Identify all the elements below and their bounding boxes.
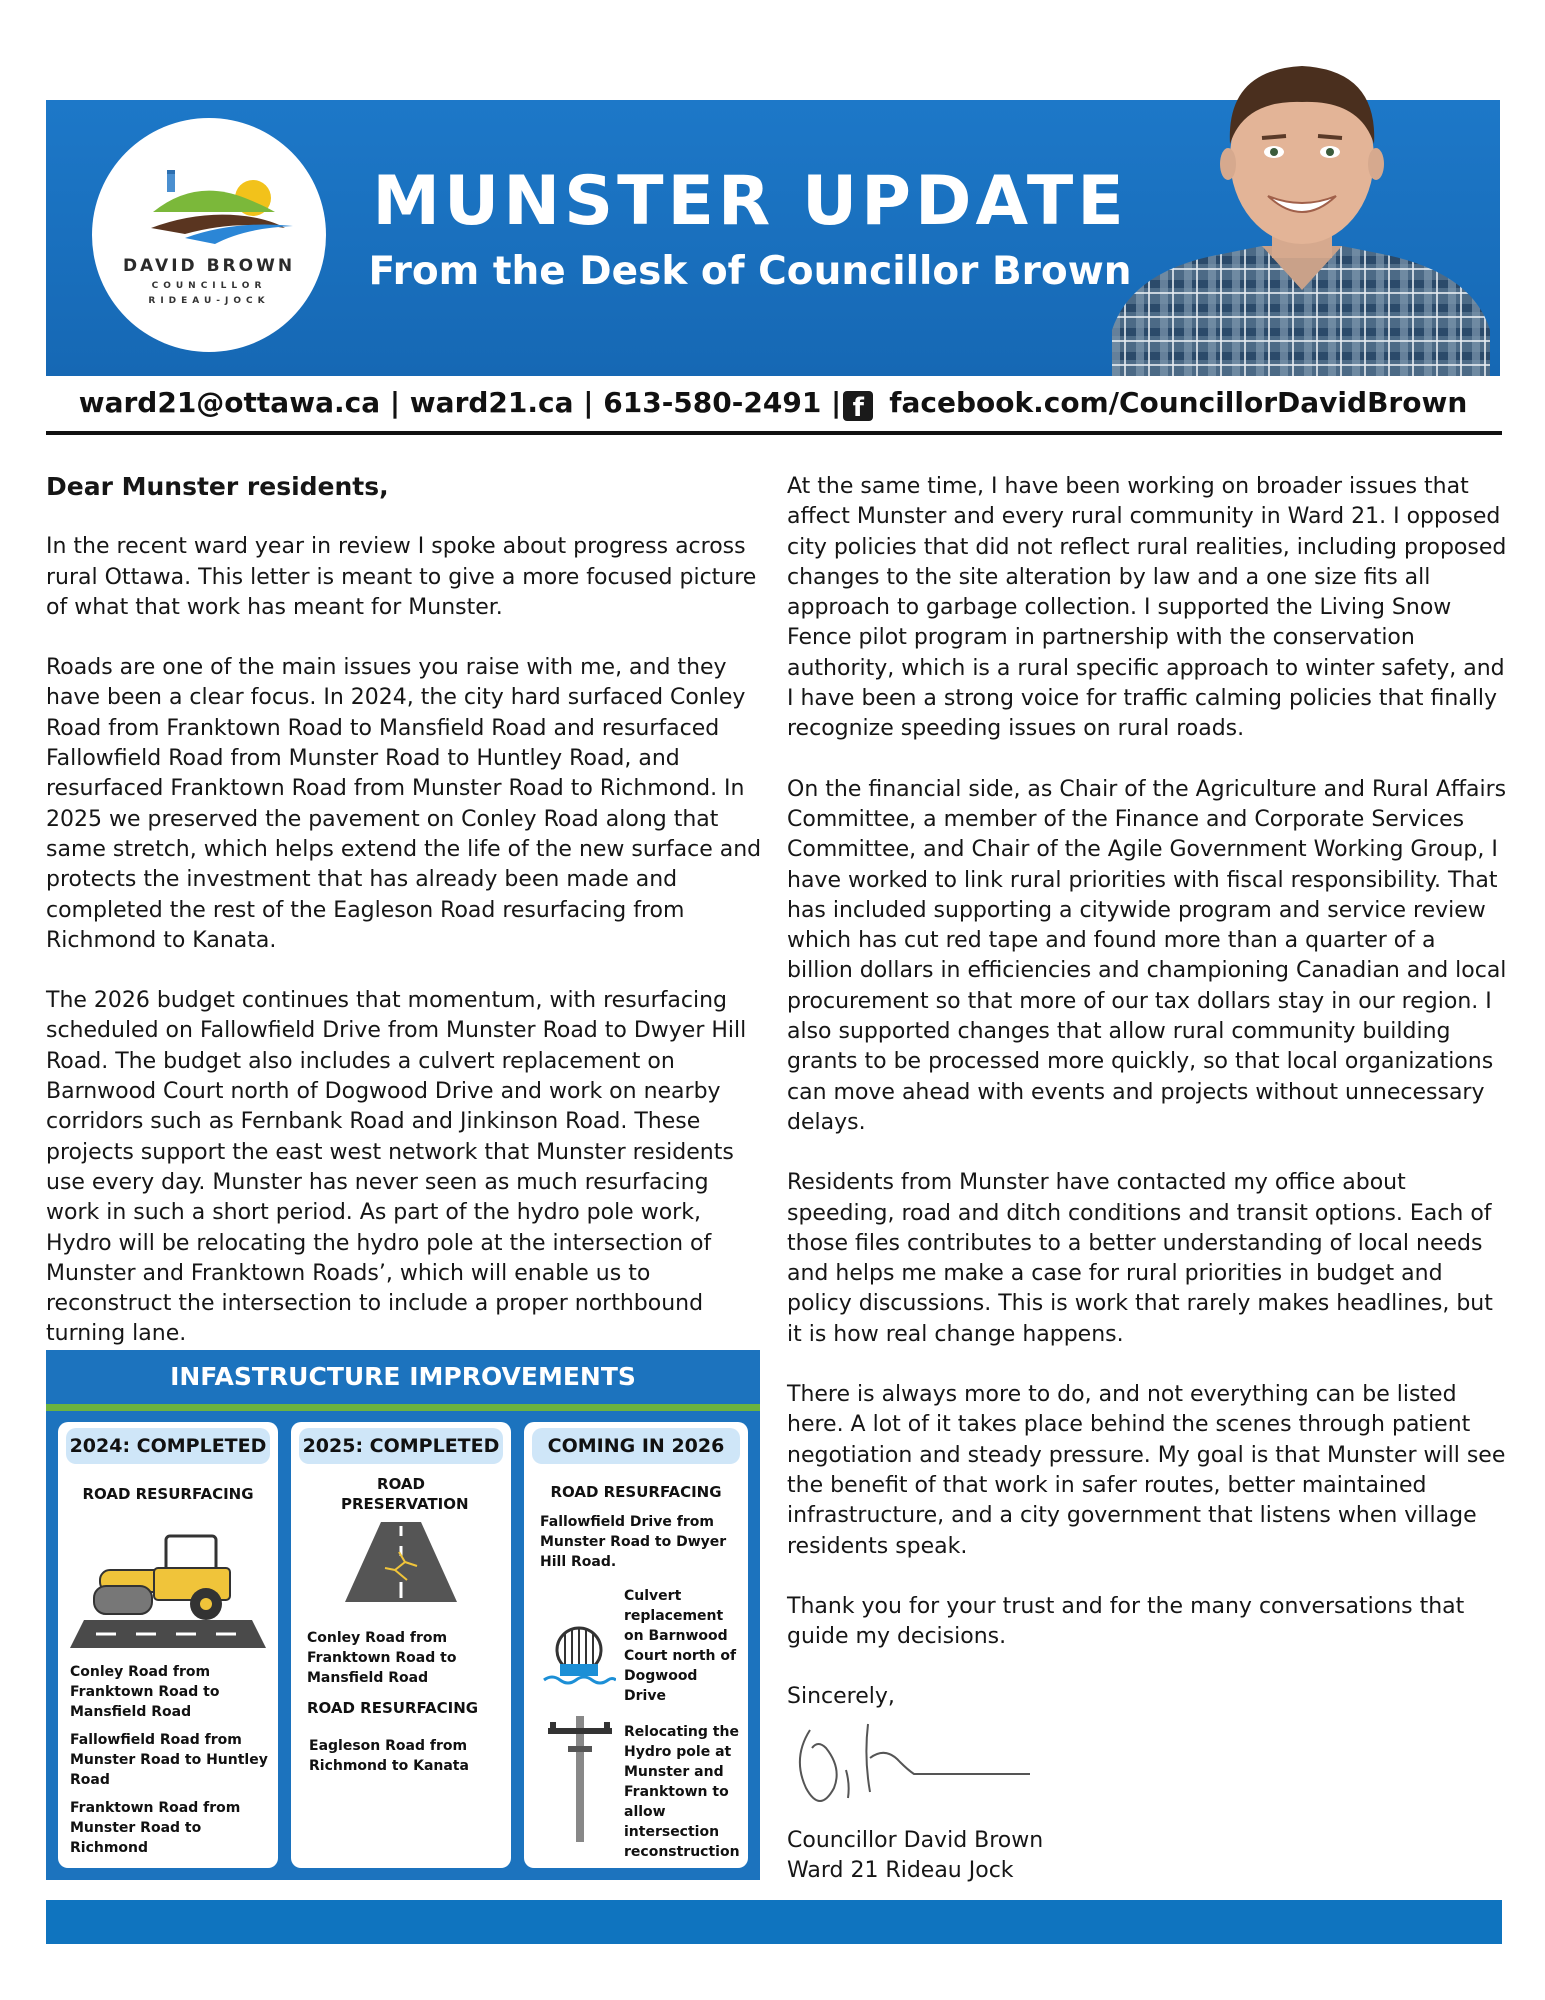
- card-2025-item: Eagleson Road from Richmond to Kanata: [309, 1738, 469, 1774]
- card-2025-item: Conley Road from Franktown Road to Mansfield Road: [307, 1630, 457, 1686]
- infrastructure-infographic: [46, 1350, 760, 1880]
- letter-paragraph: Roads are one of the main issues you raise with me, and they have been a clear focus. In 2024, the city hard surfaced Conley Road from Franktown Road to Mansfield Road and resurfaced Fallowfield Road from Munster Road to Huntley Road, and resurfaced Franktown Road from Munster Road to Richmond. In 2025 we preserved the pavement on Conley Road along that same stretch, which helps extend the life of the new surface and protects the investment that has already been made and completed the rest of the Eagleson Road resurfacing from Richmond to Kanata.: [46, 655, 762, 953]
- card-2026-subtitle: ROAD RESURFACING: [550, 1483, 722, 1501]
- card-2024-item: Franktown Road from Munster Road to Richmond: [70, 1800, 241, 1856]
- card-2025-subtitle: ROAD RESURFACING: [307, 1699, 479, 1717]
- infographic-accent-bar: [46, 1404, 760, 1411]
- card-2024-item: Fallowfield Road from Munster Road to Huntley Road: [70, 1732, 268, 1788]
- letter-right-column: [787, 472, 1507, 1743]
- logo-subtitle-2: RIDEAU-JOCK: [148, 296, 270, 306]
- letter-closing: Sincerely,: [787, 1684, 895, 1710]
- hydro-pole-icon: [548, 1716, 612, 1842]
- footer-bar: [46, 1900, 1502, 1944]
- contact-details: ward21@ottawa.ca | ward21.ca | 613-580-2491 |: [78, 386, 842, 419]
- card-2026-item: Culvert replacement on Barnwood Court north of Dogwood Drive: [624, 1588, 737, 1704]
- logo-subtitle-1: COUNCILLOR: [151, 281, 267, 291]
- letter-left-column: [46, 472, 764, 1380]
- signoff: [787, 1826, 1187, 1887]
- card-2024: [58, 1422, 278, 1868]
- road-roller-icon: [70, 1528, 266, 1652]
- facebook-icon[interactable]: f: [843, 391, 873, 421]
- card-2026-item: Relocating the Hydro pole at Munster and Franktown to allow intersection reconstruction: [624, 1724, 740, 1860]
- letter-greeting: Dear Munster residents,: [46, 472, 389, 501]
- letter-paragraph: On the financial side, as Chair of the Agriculture and Rural Affairs Committee, a member of the Finance and Corporate Services Committee, and Chair of the Agile Government Working Group, I have worked to link rural priorities with fiscal responsibility. That has included supporting a citywide program and service review which has cut red tape and found more than a quarter of a billion dollars in efficiencies and championing Canadian and local procurement so that more of our tax dollars stay in our region. I also supported changes that allow rural community building grants to be processed more quickly, so that local organizations can move ahead with events and projects without unnecessary delays.: [787, 776, 1507, 1135]
- page-subtitle: From the Desk of Councillor Brown: [368, 249, 1132, 294]
- signature: [790, 1718, 1040, 1818]
- infographic-title: INFASTRUCTURE IMPROVEMENTS: [170, 1362, 636, 1391]
- cracked-road-icon: [341, 1522, 461, 1606]
- card-2026-item: Fallowfield Drive from Munster Road to Dwyer Hill Road.: [540, 1514, 727, 1570]
- councillor-portrait: [1112, 40, 1490, 376]
- letter-paragraph: Residents from Munster have contacted my office about speeding, road and ditch conditions and transit options. Each of those files contributes to a better understanding of local needs and helps me make a case for rural priorities in budget and policy discussions. This is work that rarely makes headlines, but it is how real change happens.: [787, 1170, 1493, 1347]
- card-2026-header: COMING IN 2026: [532, 1428, 740, 1464]
- letter-paragraph: The 2026 budget continues that momentum, with resurfacing scheduled on Fallowfield Drive from Munster Road to Dwyer Hill Road. The budget also includes a culvert replacement on Barnwood Court north of Dogwood Drive and work on nearby corridors such as Fernbank Road and Jinkinson Road. These projects support the east west network that Munster residents use every day. Munster has never seen as much resurfacing work in such a short period. As part of the hydro pole work, Hydro will be relocating the hydro pole at the intersection of Munster and Franktown Roads’, which will enable us to reconstruct the intersection to include a proper northbound turning lane.: [46, 988, 747, 1347]
- card-2025: [291, 1422, 511, 1868]
- facebook-link[interactable]: facebook.com/CouncillorDavidBrown: [889, 386, 1468, 419]
- signoff-name: Councillor David Brown: [787, 1828, 1044, 1853]
- letter-paragraph: At the same time, I have been working on broader issues that affect Munster and every rural community in Ward 21. I opposed city policies that did not reflect rural realities, including proposed changes to the site alteration by law and a one size fits all approach to garbage collection. I supported the Living Snow Fence pilot program in partnership with the conservation authority, which is a rural specific approach to winter safety, and I have been a strong voice for traffic calming policies that finally recognize speeding issues on rural roads.: [787, 474, 1507, 742]
- card-2025-header: 2025: COMPLETED: [299, 1428, 503, 1464]
- card-2024-subtitle: ROAD RESURFACING: [82, 1485, 254, 1503]
- logo-name: DAVID BROWN: [122, 256, 296, 276]
- contact-bar: [46, 383, 1500, 423]
- card-2025-subtitle: ROAD PRESERVATION: [341, 1475, 469, 1513]
- letter-paragraph: In the recent ward year in review I spoke about progress across rural Ottawa. This letter is meant to give a more focused picture of what that work has meant for Munster.: [46, 534, 757, 620]
- signoff-ward: Ward 21 Rideau Jock: [787, 1858, 1014, 1884]
- card-2024-header: 2024: COMPLETED: [66, 1428, 270, 1464]
- culvert-icon: [542, 1620, 616, 1690]
- card-2024-item: Conley Road from Franktown Road to Mansfield Road: [70, 1664, 220, 1720]
- letter-paragraph: There is always more to do, and not everything can be listed here. A lot of it takes place behind the scenes through patient negotiation and steady pressure. My goal is that Munster will see the benefit of that work in safer routes, better maintained infrastructure, and a city government that listens when village residents speak.: [787, 1382, 1506, 1559]
- card-2026: [524, 1422, 748, 1868]
- header-divider: [46, 431, 1502, 435]
- letter-paragraph: Thank you for your trust and for the many conversations that guide my decisions.: [787, 1593, 1465, 1650]
- logo-landscape-icon: [145, 168, 295, 246]
- page-title: MUNSTER UPDATE: [372, 162, 1128, 241]
